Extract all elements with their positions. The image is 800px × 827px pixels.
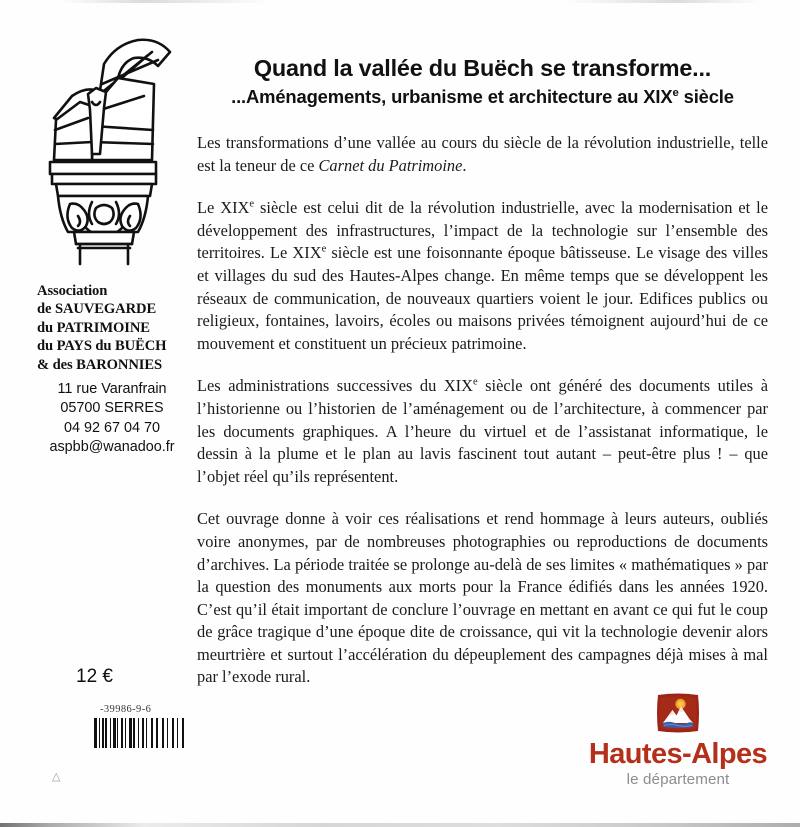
isbn-text: -39986-9-6: [100, 704, 152, 715]
p1-text-after: .: [462, 155, 467, 175]
hautes-alpes-title: Hautes-Alpes: [588, 738, 768, 770]
scan-artifact-bottom: [0, 823, 800, 827]
subtitle-text-after: siècle: [678, 86, 734, 107]
paragraph-4: Cet ouvrage donne à voir ces réalisations et rend hommage à leurs auteurs, oubliés voire anonymes, par de nombreuses photographies ou reproductions de documents d’archives. La période traitée se prolonge au-delà de ses limites « mathématiques » par la question des monuments aux morts pour la France édifiés dans les années 1920. C’est qu’il était important de conclure l’ouvrage en mettant en avant ce qui fut le coup de grâce tragique d’une époque dite de croissance, qui vit la technologie devenir alors meurtrière et surtout l’accélération du dépeuplement des campagnes déjà mises à mal par l’exode rural.: [197, 509, 768, 687]
subtitle-text-before: ...Aménagements, urbanisme et architecture au XIX: [231, 86, 673, 107]
hautes-alpes-subtitle: le département: [626, 771, 730, 788]
page-title: Quand la vallée du Buëch se transforme...: [253, 55, 712, 81]
p3-text-a: Les administrations successives du XIX: [197, 376, 473, 396]
association-name-line-4: du PAYS du BUËCH: [37, 338, 167, 355]
p2-ordinal-sup-2: e: [321, 243, 327, 255]
column-capital-illustration-icon: [34, 32, 182, 270]
title-block: [197, 0, 768, 109]
scan-artifact-speck: △: [52, 771, 61, 783]
p2-text-b: siècle est celui dit de la révolution industrielle, avec la modernisation et le développement des infrastructures, l’impact de la technologie sur l’ensemble des territoires. Le XIX: [197, 198, 768, 263]
body-text: [197, 132, 768, 689]
association-address: [36, 380, 188, 458]
address-email: aspbb@wanadoo.fr: [49, 439, 175, 456]
hautes-alpes-logo: [578, 690, 778, 789]
barcode-icon: [94, 718, 190, 748]
page-subtitle: [197, 84, 768, 109]
left-column: [0, 0, 190, 827]
paragraph-3: [197, 375, 768, 488]
association-name-line-1: Association: [37, 283, 108, 299]
paragraph-1: [197, 132, 768, 177]
barcode-block: [88, 704, 194, 748]
main-content: [197, 0, 768, 689]
mountain-sun-emblem-icon: [655, 690, 701, 736]
address-phone: 04 92 67 04 70: [63, 419, 161, 436]
price-label: 12 €: [76, 666, 113, 687]
association-name: [37, 282, 187, 374]
p2-text-c: siècle est une foisonnante époque bâtisseuse. Le visage des villes et villages du sud des Hautes-Alpes change. En même temps que se développent les réseaux de communication, de nouveaux quartiers voient le jour. Edifices publics ou religieux, fontaines, lavoirs, écoles ou maisons privées témoignent aujourd’hui de ce mouvement et constituent un précieux patrimoine.: [197, 243, 768, 353]
p1-text-before: Les transformations d’une vallée au cours du siècle de la révolution industrielle, telle est la teneur de ce: [197, 133, 768, 175]
p3-ordinal-sup: e: [472, 376, 478, 388]
address-city: 05700 SERRES: [60, 400, 164, 417]
p2-text-a: Le XIX: [197, 198, 250, 218]
subtitle-ordinal-sup: e: [672, 86, 679, 99]
p2-ordinal-sup-1: e: [249, 198, 255, 210]
p1-italic-title: Carnet du Patrimoine: [318, 155, 463, 175]
address-street: 11 rue Varanfrain: [57, 381, 167, 397]
association-name-line-3: du PATRIMOINE: [37, 319, 150, 336]
association-name-line-5: & des BARONNIES: [37, 356, 162, 373]
paragraph-2: [197, 197, 768, 355]
association-name-line-2: de SAUVEGARDE: [37, 301, 157, 318]
p3-text-b: siècle ont généré des documents utiles à l’historienne ou l’historien de l’aménagement ou de l’architecture, à commencer par les documents graphiques. A l’heure du virtuel et de l’assistanat informatique, le dessin à la plume et le plan au lavis fascinent tout autant – peut-être plus ! – que l’objet réel qu’ils représentent.: [197, 376, 769, 486]
